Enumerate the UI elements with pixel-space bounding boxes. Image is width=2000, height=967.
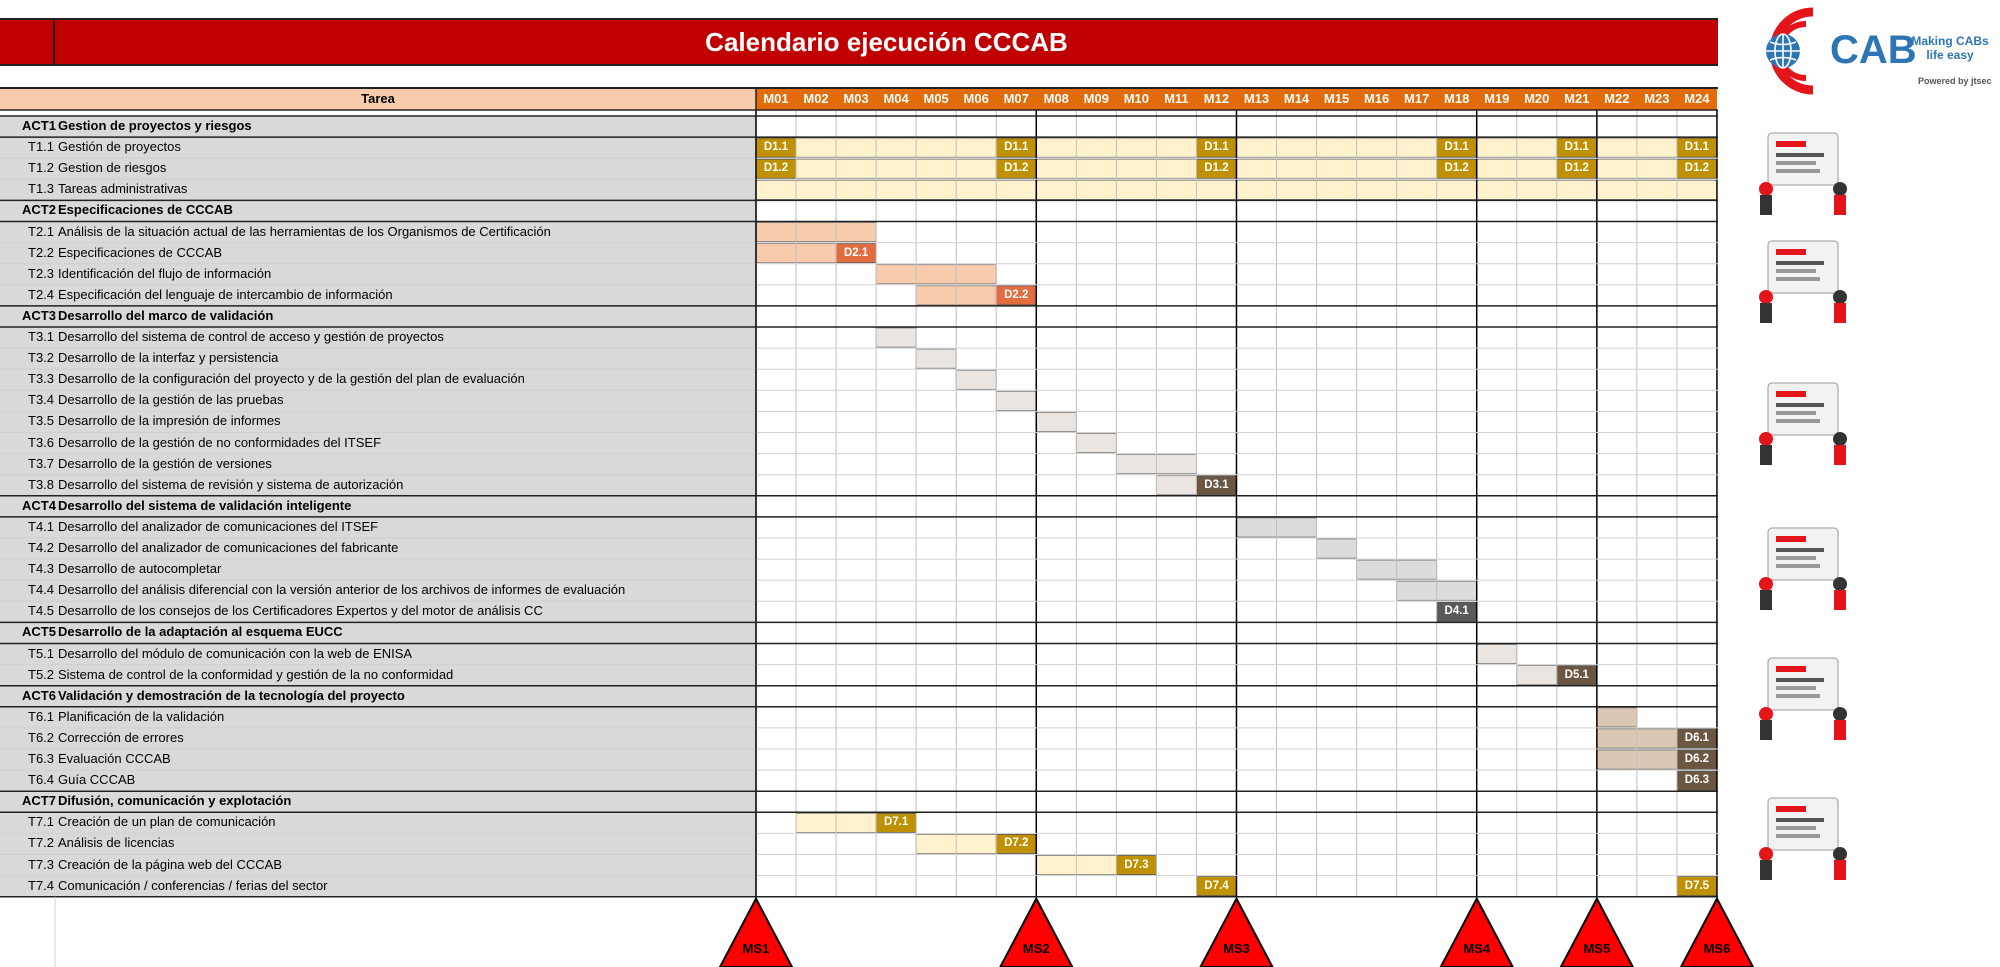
task-name: Desarrollo del módulo de comunicación con la web de ENISA <box>58 645 413 661</box>
task-name: Desarrollo del analizador de comunicaciones del ITSEF <box>58 518 379 534</box>
task-code: T3.6 <box>28 434 55 450</box>
task-code: T6.4 <box>28 772 55 788</box>
month-header-M22: M22 <box>1604 91 1630 106</box>
milestone-label-MS5: MS5 <box>1583 940 1611 956</box>
milestone-label-MS2: MS2 <box>1022 940 1050 956</box>
milestone-label-MS1: MS1 <box>742 940 770 956</box>
task-bar <box>1036 412 1076 431</box>
task-name: Desarrollo de autocompletar <box>58 561 222 577</box>
task-bar <box>1317 539 1357 558</box>
task-bar <box>1597 708 1637 727</box>
cab-logo <box>1718 0 2000 110</box>
month-header-M13: M13 <box>1243 91 1270 106</box>
activity-code: ACT1 <box>22 118 56 133</box>
task-code: T7.1 <box>28 814 55 830</box>
task-bar <box>916 349 956 368</box>
task-name: Desarrollo del análisis diferencial con la versión anterior de los archivos de informes de evaluación <box>58 582 626 598</box>
deliverable-D1.2: D1.2 <box>1204 162 1229 175</box>
task-code: T7.2 <box>28 835 55 851</box>
deliverable-D7.3: D7.3 <box>1124 858 1149 871</box>
month-header-M05: M05 <box>923 91 949 106</box>
task-code: T2.1 <box>28 223 55 239</box>
task-bar <box>956 370 996 389</box>
task-name: Guía CCCAB <box>58 772 136 788</box>
analytics-dashboard-icon <box>1748 233 1858 325</box>
month-header-M20: M20 <box>1524 91 1550 106</box>
month-header-M02: M02 <box>803 91 829 106</box>
activity-name: Desarrollo de la adaptación al esquema EUCC <box>58 624 343 640</box>
task-code: T1.3 <box>28 181 55 197</box>
activity-name: Desarrollo del marco de validación <box>58 307 274 323</box>
month-header-M12: M12 <box>1203 91 1230 106</box>
task-name: Gestion de riesgos <box>58 160 167 176</box>
page-title: Calendario ejecución CCCAB <box>705 26 1068 57</box>
month-header-M04: M04 <box>883 91 909 106</box>
task-code: T2.2 <box>28 244 55 260</box>
task-name: Desarrollo de la gestión de las pruebas <box>58 392 284 408</box>
task-bar <box>996 391 1036 410</box>
deliverable-D1.1: D1.1 <box>1004 141 1029 154</box>
logo-tagline-2: life easy <box>1926 48 1974 62</box>
month-header-M21: M21 <box>1564 91 1590 106</box>
title-bar <box>0 18 1718 66</box>
task-name: Análisis de licencias <box>58 835 175 851</box>
task-bar <box>876 265 996 284</box>
task-name: Desarrollo del analizador de comunicaciones del fabricante <box>58 540 399 555</box>
activity-name: Gestion de proyectos y riesgos <box>58 118 252 133</box>
milestone-MS4 <box>1441 899 1513 967</box>
month-header-M24: M24 <box>1684 91 1710 106</box>
task-code: T6.3 <box>28 751 55 766</box>
task-code: T4.4 <box>28 582 55 598</box>
deliverable-D2.2: D2.2 <box>1004 288 1029 301</box>
task-code: T4.3 <box>28 561 55 577</box>
task-code: T3.7 <box>28 455 55 471</box>
task-bar <box>1517 666 1557 685</box>
task-code: T1.1 <box>28 139 55 155</box>
milestone-label-MS3: MS3 <box>1223 940 1250 956</box>
task-code: T3.4 <box>28 392 55 408</box>
task-code: T2.4 <box>28 286 55 302</box>
task-code: T3.3 <box>28 371 55 387</box>
deliverable-D1.1: D1.1 <box>1564 141 1589 154</box>
activity-name: Desarrollo del sistema de validación inteligente <box>58 497 352 513</box>
activity-code: ACT3 <box>22 307 56 323</box>
month-header-M19: M19 <box>1484 91 1510 106</box>
month-header-M01: M01 <box>763 91 789 106</box>
month-header-M16: M16 <box>1363 91 1390 106</box>
milestone-MS5 <box>1561 899 1633 967</box>
deliverable-D1.1: D1.1 <box>763 141 789 154</box>
logo-tagline <box>1910 34 1990 62</box>
deliverable-D1.2: D1.2 <box>1564 162 1589 175</box>
logo-tagline-1: Making CABs <box>1911 34 1989 48</box>
month-header-M15: M15 <box>1323 91 1350 106</box>
deliverable-D6.3: D6.3 <box>1684 774 1710 787</box>
task-name: Comunicación / conferencias / ferias del sector <box>58 877 328 893</box>
task-code: T1.2 <box>28 160 55 176</box>
milestone-label-MS6: MS6 <box>1703 940 1731 956</box>
task-name: Desarrollo de la gestión de no conformidades del ITSEF <box>58 434 382 450</box>
deliverable-D1.1: D1.1 <box>1684 141 1710 154</box>
mobile-megaphone-icon <box>1748 790 1858 882</box>
task-name: Desarrollo de la impresión de informes <box>58 413 281 429</box>
month-header-M03: M03 <box>843 91 869 106</box>
title-bar-stub <box>0 20 55 64</box>
logo-brand: CAB <box>1830 28 1917 72</box>
task-name: Desarrollo de la interfaz y persistencia <box>58 350 279 366</box>
deliverable-D7.5: D7.5 <box>1684 879 1710 892</box>
activity-name: Validación y demostración de la tecnología del proyecto <box>58 687 405 703</box>
document-review-icon <box>1748 520 1858 612</box>
task-code: T3.8 <box>28 476 55 492</box>
task-column-header: Tarea <box>361 91 395 106</box>
activity-name: Especificaciones de CCCAB <box>58 202 233 218</box>
task-bar <box>876 328 916 347</box>
task-name: Evaluación CCCAB <box>58 751 171 766</box>
month-header-M18: M18 <box>1444 91 1470 106</box>
task-name: Desarrollo de la configuración del proyecto y de la gestión del plan de evaluación <box>58 371 525 387</box>
month-header-M14: M14 <box>1283 91 1310 106</box>
milestone-MS1 <box>720 899 792 967</box>
milestone-MS2 <box>1000 899 1072 967</box>
month-header-M11: M11 <box>1164 91 1189 106</box>
task-name: Desarrollo del sistema de revisión y sistema de autorización <box>58 476 404 492</box>
deliverable-D5.1: D5.1 <box>1564 668 1589 681</box>
deliverable-D1.1: D1.1 <box>1444 141 1469 154</box>
task-name: Gestión de proyectos <box>58 139 181 155</box>
deliverable-D6.1: D6.1 <box>1684 731 1710 744</box>
task-bar <box>1076 434 1116 453</box>
milestone-MS3 <box>1200 899 1272 967</box>
month-header-M10: M10 <box>1123 91 1149 106</box>
task-name: Especificación del lenguaje de intercambio de información <box>58 286 393 302</box>
team-planning-board-icon <box>1748 125 1858 217</box>
task-name: Especificaciones de CCCAB <box>58 244 223 260</box>
deliverable-D4.1: D4.1 <box>1444 605 1469 618</box>
developer-coding-icon <box>1748 375 1858 467</box>
task-name: Tareas administrativas <box>58 181 188 197</box>
task-name: Desarrollo de los consejos de los Certificadores Expertos y del motor de análisis CC <box>58 603 543 619</box>
deliverable-D1.2: D1.2 <box>1444 162 1469 175</box>
deliverable-D3.1: D3.1 <box>1204 478 1229 491</box>
task-code: T3.5 <box>28 413 55 429</box>
month-header-M09: M09 <box>1083 91 1109 106</box>
milestone-label-MS4: MS4 <box>1463 940 1491 956</box>
task-name: Creación de un plan de comunicación <box>58 814 276 830</box>
deliverable-D1.2: D1.2 <box>1004 162 1029 175</box>
task-code: T7.4 <box>28 877 55 893</box>
task-code: T4.5 <box>28 603 55 619</box>
activity-code: ACT6 <box>22 687 56 703</box>
task-bar <box>1477 645 1517 664</box>
task-name: Análisis de la situación actual de las herramientas de los Organismos de Certificación <box>58 223 551 239</box>
deliverable-D1.2: D1.2 <box>763 162 789 175</box>
task-name: Desarrollo de la gestión de versiones <box>58 455 272 471</box>
activity-code: ACT5 <box>22 624 56 640</box>
deliverable-D2.1: D2.1 <box>843 246 869 259</box>
task-name: Corrección de errores <box>58 729 184 745</box>
task-code: T4.2 <box>28 540 55 555</box>
deliverable-D7.2: D7.2 <box>1004 837 1029 850</box>
month-header-M23: M23 <box>1644 91 1670 106</box>
logo-powered: Powered by jtsec <box>1918 76 1992 86</box>
deliverable-D7.4: D7.4 <box>1204 879 1229 892</box>
month-header-M06: M06 <box>963 91 989 106</box>
deliverable-D7.1: D7.1 <box>883 816 909 829</box>
task-code: T2.3 <box>28 265 55 281</box>
task-name: Desarrollo del sistema de control de acceso y gestión de proyectos <box>58 329 444 344</box>
task-code: T3.1 <box>28 329 55 344</box>
deliverable-D1.2: D1.2 <box>1684 162 1710 175</box>
task-code: T7.3 <box>28 856 55 872</box>
deliverable-D6.2: D6.2 <box>1684 753 1710 765</box>
activity-code: ACT7 <box>22 793 56 809</box>
task-name: Sistema de control de la conformidad y gestión de la no conformidad <box>58 666 454 682</box>
task-code: T4.1 <box>28 518 55 534</box>
task-code: T3.2 <box>28 350 55 366</box>
activity-name: Difusión, comunicación y explotación <box>58 793 292 809</box>
month-header-M08: M08 <box>1043 91 1069 106</box>
month-header-M17: M17 <box>1403 91 1430 106</box>
task-code: T5.1 <box>28 645 55 661</box>
deliverable-D1.1: D1.1 <box>1204 141 1229 154</box>
task-name: Identificación del flujo de información <box>58 265 272 281</box>
milestone-MS6 <box>1681 899 1753 967</box>
month-header-M07: M07 <box>1003 91 1029 106</box>
task-code: T6.2 <box>28 729 55 745</box>
task-code: T6.1 <box>28 708 55 724</box>
task-code: T5.2 <box>28 666 55 682</box>
checklist-validation-icon <box>1748 650 1858 742</box>
task-name: Creación de la página web del CCCAB <box>58 856 283 872</box>
task-bar <box>1156 476 1196 495</box>
activity-code: ACT4 <box>22 497 56 513</box>
task-name: Planificación de la validación <box>58 708 225 724</box>
activity-code: ACT2 <box>22 202 56 218</box>
task-bar <box>756 223 876 242</box>
